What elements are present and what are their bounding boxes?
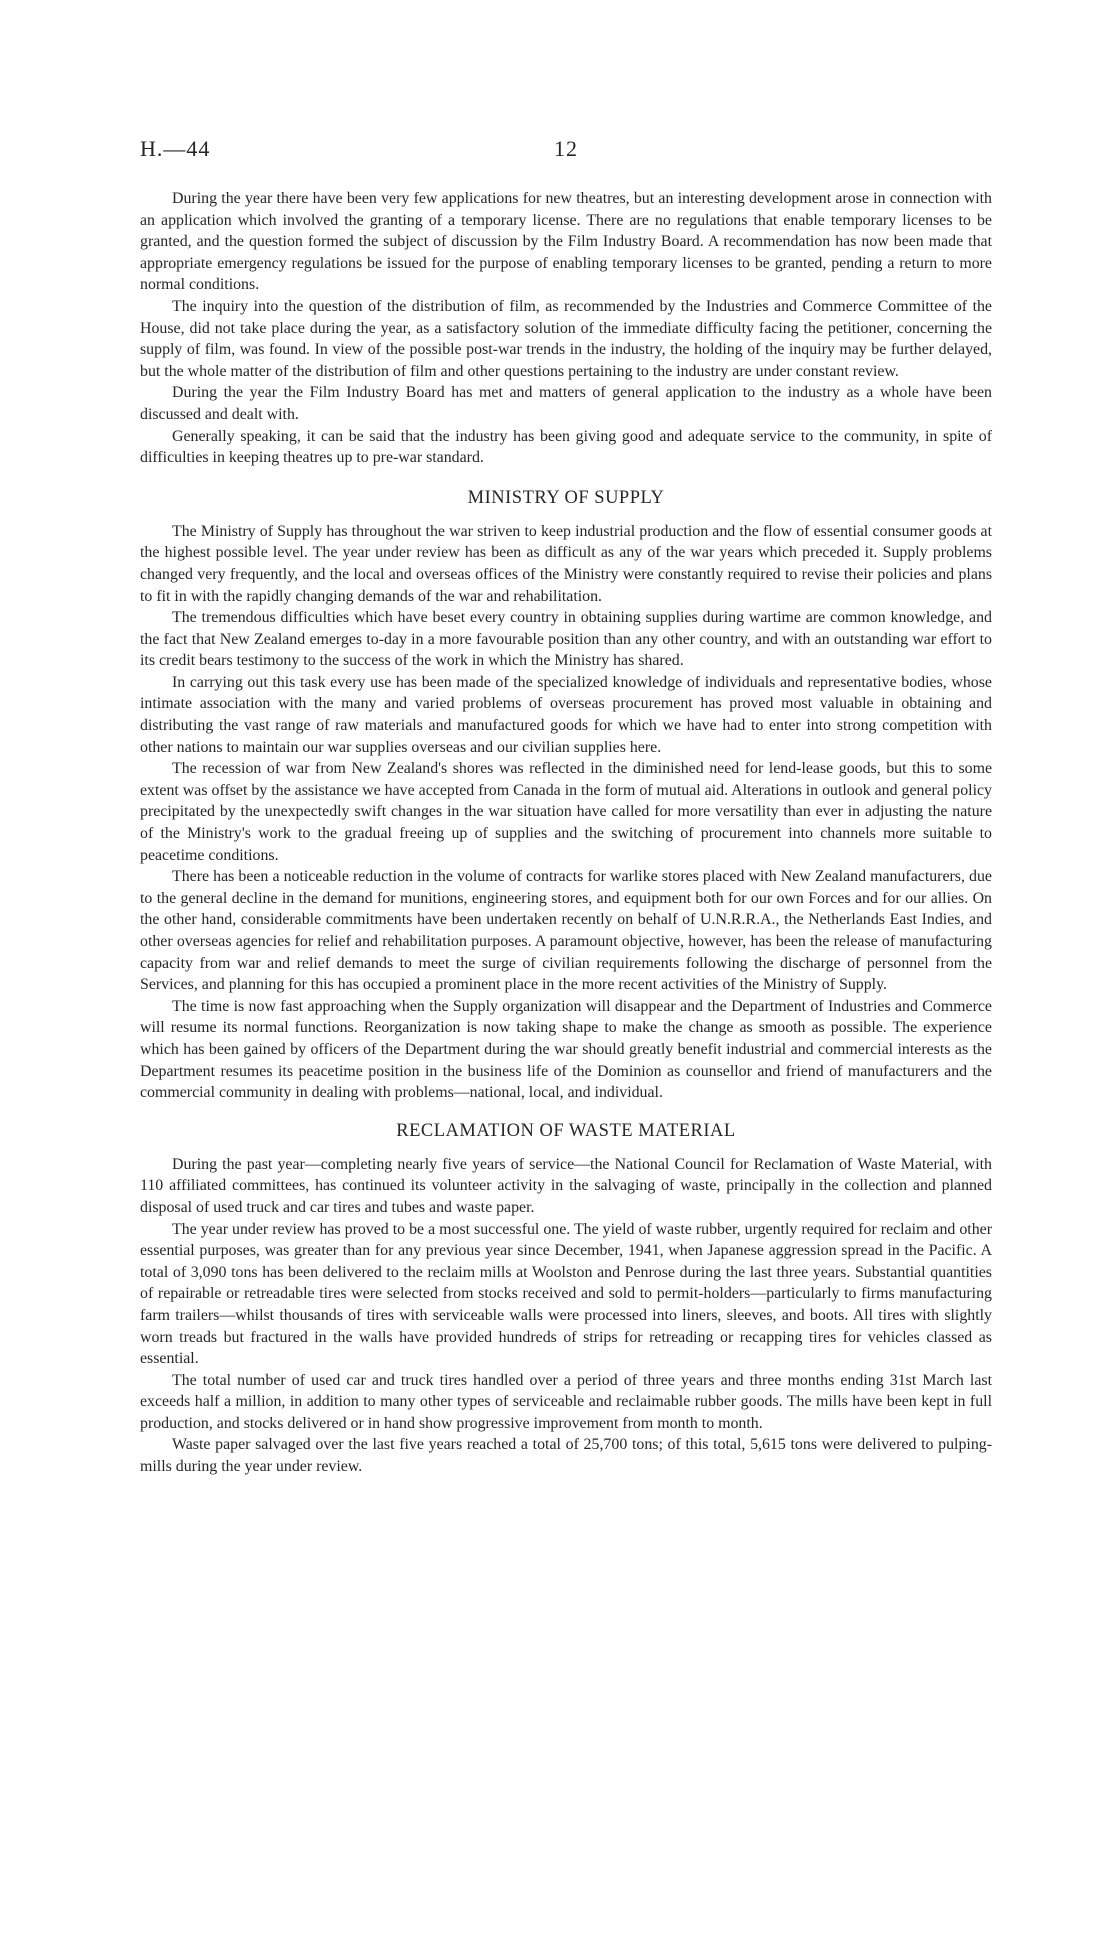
document-reference: H.—44 xyxy=(140,136,211,161)
paragraph: Waste paper salvaged over the last five years reached a total of 25,700 tons; of this total, 5,615 tons were delivered to pulping-mills during the year under review. xyxy=(140,1436,992,1476)
ministry-of-supply-section xyxy=(140,485,992,1104)
page-body xyxy=(140,188,992,1478)
paragraph: During the year there have been very few applications for new theatres, but an interesting development arose in connection with an application which involved the granting of a temporary license. There are no regulations that enable temporary licenses to be granted, and the question formed the subject of discussion by the Film Industry Board. A recommendation has now been made that appropriate emergency regulations be issued for the purpose of enabling temporary licenses to be granted, pending a return to more normal conditions. xyxy=(140,190,992,294)
paragraph: The time is now fast approaching when the Supply organization will disappear and the Department of Industries and Commerce will resume its normal functions. Reorganization is now taking shape to make the change as smooth as possible. The experience which has been gained by officers of the Department during the war should greatly benefit industrial and commercial interests as the Department resumes its peacetime position in the business life of the Dominion as counsellor and friend of manufacturers and the commercial community in dealing with problems—national, local, and individual. xyxy=(140,997,992,1102)
paragraph: The total number of used car and truck tires handled over a period of three years and three months ending 31st March last exceeds half a million, in addition to many other types of serviceable and reclaimable rubber goods. The mills have been kept in full production, and stocks delivered or in hand show progressive improvement from month to month. xyxy=(140,1371,992,1432)
section-heading: RECLAMATION OF WASTE MATERIAL xyxy=(396,1120,736,1141)
paragraph: During the past year—completing nearly five years of service—the National Council for Reclamation of Waste Material, with 110 affiliated committees, has continued its volunteer activity in the salvaging of waste, principally in the collection and planned disposal of used truck and car tires and tubes and waste paper. xyxy=(140,1155,992,1216)
page-header xyxy=(140,136,992,166)
paragraph: The recession of war from New Zealand's shores was reflected in the diminished need for lend-lease goods, but this to some extent was offset by the assistance we have accepted from Canada in the form of mutual aid. Alterations in outlook and general policy precipitated by the unexpectedly swift changes in the war situation have called for more versatility than ever in adjusting the nature of the Ministry's work to the gradual freeing up of supplies and the switching of procurement into channels more suitable to peacetime conditions. xyxy=(140,760,992,864)
paragraph: There has been a noticeable reduction in the volume of contracts for warlike stores placed with New Zealand manufacturers, due to the general decline in the demand for munitions, engineering stores, and equipment both for our own Forces and for our allies. On the other hand, considerable commitments have been undertaken recently on behalf of U.N.R.R.A., the Netherlands East Indies, and other overseas agencies for relief and rehabilitation purposes. A paramount objective, however, has been the release of manufacturing capacity from war and relief demands to meet the surge of civilian requirements following the discharge of personnel from the Services, and planning for this has occupied a prominent place in the more recent activities of the Ministry of Supply. xyxy=(140,868,992,994)
page-number: 12 xyxy=(554,136,578,161)
paragraph: The Ministry of Supply has throughout the war striven to keep industrial production and the flow of essential consumer goods at the highest possible level. The year under review has been as difficult as any of the war years which preceded it. Supply problems changed very frequently, and the local and overseas offices of the Ministry were constantly required to revise their policies and plans to fit in with the rapidly changing demands of the war and rehabilitation. xyxy=(140,522,992,605)
paragraph: Generally speaking, it can be said that the industry has been giving good and adequate service to the community, in spite of difficulties in keeping theatres up to pre-war standard. xyxy=(140,427,992,467)
paragraph: During the year the Film Industry Board has met and matters of general application to the industry as a whole have been discussed and dealt with. xyxy=(140,384,992,423)
film-industry-section xyxy=(140,188,992,469)
paragraph: In carrying out this task every use has been made of the specialized knowledge of individuals and representative bodies, whose intimate association with the many and varied problems of overseas procurement has proved most valuable in obtaining and distributing the vast range of raw materials and manufactured goods for which we have had to enter into strong competition with other nations to maintain our war supplies overseas and our civilian supplies here. xyxy=(140,673,992,756)
section-heading: MINISTRY OF SUPPLY xyxy=(467,487,665,508)
paragraph: The inquiry into the question of the distribution of film, as recommended by the Industries and Commerce Committee of the House, did not take place during the year, as a satisfactory solution of the immediate difficulty facing the petitioner, concerning the supply of film, was found. In view of the possible post-war trends in the industry, the holding of the inquiry may be further delayed, but the whole matter of the distribution of film and other questions pertaining to the industry are under constant review. xyxy=(140,297,992,380)
reclamation-of-waste-section xyxy=(140,1118,992,1478)
paragraph: The tremendous difficulties which have beset every country in obtaining supplies during wartime are common knowledge, and the fact that New Zealand emerges to-day in a more favourable position than any other country, and with an outstanding war effort to its credit bears testimony to the success of the work in which the Ministry has shared. xyxy=(140,609,992,670)
paragraph: The year under review has proved to be a most successful one. The yield of waste rubber, urgently required for reclaim and other essential purposes, was greater than for any previous year since December, 1941, when Japanese aggression spread in the Pacific. A total of 3,090 tons has been delivered to the reclaim mills at Woolston and Penrose during the last three years. Substantial quantities of repairable or retreadable tires were selected from stocks received and sold to permit-holders—particularly to firms manufacturing farm trailers—whilst thousands of tires with serviceable walls were processed into liners, sleeves, and boots. All tires with slightly worn treads but fractured in the walls have provided hundreds of strips for retreading or recapping tires for vehicles classed as essential. xyxy=(140,1220,992,1368)
